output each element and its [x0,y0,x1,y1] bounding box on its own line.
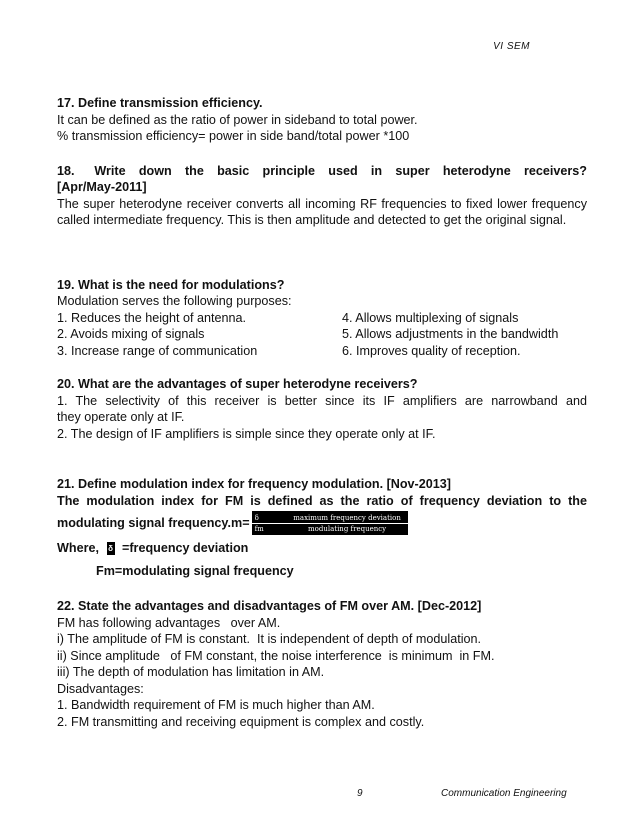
fm-definition: Fm=modulating signal frequency [96,564,294,578]
question-17-line: % transmission efficiency= power in side band/total power *100 [57,129,410,143]
question-22-line: 2. FM transmitting and receiving equipment is complex and costly. [57,714,425,729]
formula-numerator [252,513,408,524]
question-22-line: iii) The depth of modulation has limitation in AM. [57,665,325,679]
purpose-item: 5. Allows adjustments in the bandwidth [342,327,559,341]
question-18-body: The super heterodyne receiver converts all incoming RF frequencies to fixed lower frequency called intermediate frequency. This is then amplitude and detected to get the original signal. [57,196,587,227]
purpose-row [57,343,587,360]
purpose-row [57,310,587,327]
question-22-line: ii) Since amplitude of FM constant, the noise interference is minimum in FM. [57,648,495,663]
question-20-title: 20. What are the advantages of super heterodyne receivers? [57,377,418,391]
formula-prefix: modulating signal frequency.m= [57,516,250,530]
purpose-item: 4. Allows multiplexing of signals [342,310,519,325]
modulation-index-formula [252,511,408,535]
question-22-line: FM has following advantages over AM. [57,615,281,630]
question-20-line: 1. The selectivity of this receiver is better since its IF amplifiers are narrowband and they operate only at IF. [57,393,594,424]
purpose-item: 3. Increase range of communication [57,343,258,358]
where-prefix: Where, [57,541,99,555]
where-line [57,539,587,558]
question-18 [57,163,587,229]
question-22-line: Disadvantages: [57,681,144,696]
question-22-title: 22. State the advantages and disadvantages of FM over AM. [Dec-2012] [57,599,482,613]
purpose-item: 6. Improves quality of reception. [342,343,521,358]
footer-subject: Communication Engineering [441,788,567,799]
content [57,95,594,730]
delta-symbol: δ [108,544,113,554]
modulation-index-formula-line [57,511,587,535]
formula-num-symbol: δ [254,513,259,522]
question-19 [57,277,587,360]
question-17-line: It can be defined as the ratio of power in sideband to total power. [57,112,418,127]
question-18-title: 18. Write down the basic principle used in super heterodyne receivers? [57,163,587,178]
formula-num-text: maximum frequency deviation [293,513,401,522]
purpose-row [57,326,587,343]
question-21 [57,476,587,581]
question-18-date: [Apr/May-2011] [57,180,147,194]
header-semester: VI SEM [493,41,530,52]
formula-denominator [252,524,408,534]
question-20 [57,376,594,442]
question-21-title: 21. Define modulation index for frequency modulation. [Nov-2013] [57,477,451,491]
question-20-line: 2. The design of IF amplifiers is simple since they operate only at IF. [57,426,436,441]
question-19-intro: Modulation serves the following purposes: [57,294,292,308]
question-19-title: 19. What is the need for modulations? [57,277,285,292]
question-22-line: i) The amplitude of FM is constant. It is independent of depth of modulation. [57,632,481,646]
question-17 [57,95,587,145]
purpose-item: 2. Avoids mixing of signals [57,327,205,341]
question-22 [57,598,587,730]
question-21-body: The modulation index for FM is defined as the ratio of frequency deviation to the [57,493,587,508]
question-17-title: 17. Define transmission efficiency. [57,96,263,110]
formula-den-symbol: fm [254,524,264,533]
where-text: =frequency deviation [122,541,249,555]
question-22-line: 1. Bandwidth requirement of FM is much higher than AM. [57,698,375,712]
page-number: 9 [357,788,363,799]
formula-den-text: modulating frequency [308,524,387,533]
purpose-item: 1. Reduces the height of antenna. [57,310,247,325]
